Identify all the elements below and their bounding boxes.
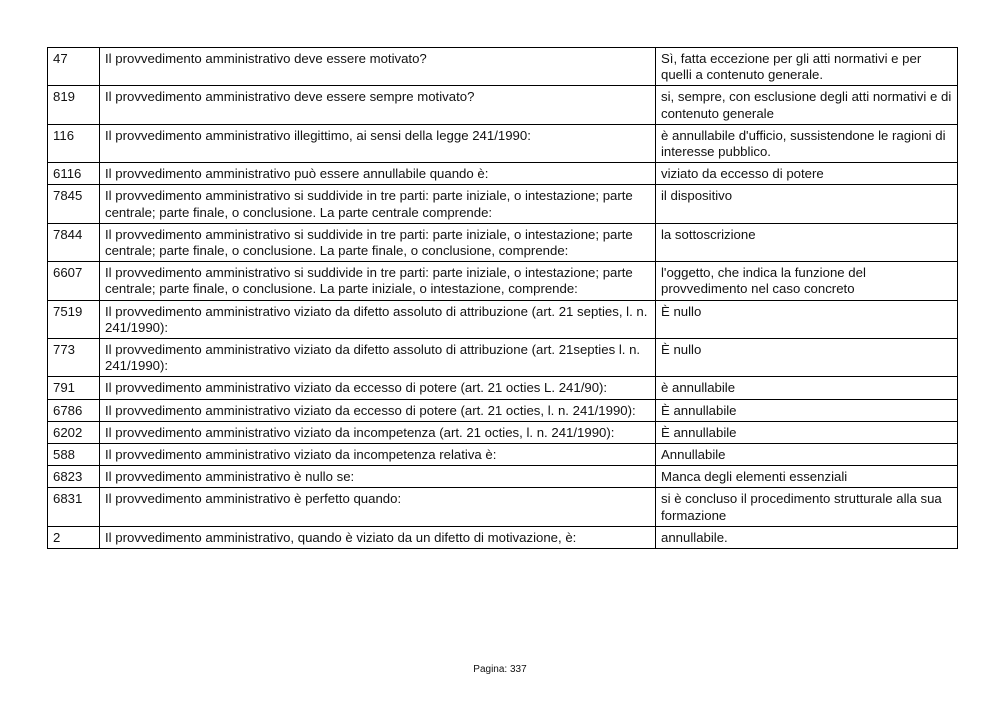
row-answer: annullabile. — [656, 526, 958, 548]
row-id: 588 — [48, 444, 100, 466]
row-answer: viziato da eccesso di potere — [656, 163, 958, 185]
row-question: Il provvedimento amministrativo si suddivide in tre parti: parte iniziale, o intestazione; parte centrale; parte finale, o conclusione. La parte finale, o conclusione, comprende: — [100, 223, 656, 261]
row-id: 773 — [48, 339, 100, 377]
table-row — [48, 339, 958, 377]
table-row — [48, 48, 958, 86]
row-id: 6831 — [48, 488, 100, 526]
row-question: Il provvedimento amministrativo deve essere motivato? — [100, 48, 656, 86]
row-answer: Sì, fatta eccezione per gli atti normativi e per quelli a contenuto generale. — [656, 48, 958, 86]
row-question: Il provvedimento amministrativo viziato da incompetenza (art. 21 octies, l. n. 241/1990): — [100, 421, 656, 443]
row-id: 7845 — [48, 185, 100, 223]
row-id: 7844 — [48, 223, 100, 261]
row-answer: è annullabile — [656, 377, 958, 399]
row-question: Il provvedimento amministrativo deve essere sempre motivato? — [100, 86, 656, 124]
table-row — [48, 86, 958, 124]
row-id: 6202 — [48, 421, 100, 443]
row-question: Il provvedimento amministrativo si suddivide in tre parti: parte iniziale, o intestazione; parte centrale; parte finale, o conclusione. La parte centrale comprende: — [100, 185, 656, 223]
row-id: 47 — [48, 48, 100, 86]
table-row — [48, 124, 958, 162]
table-row — [48, 377, 958, 399]
table-row — [48, 421, 958, 443]
qa-table — [47, 47, 958, 549]
row-id: 6823 — [48, 466, 100, 488]
row-answer: la sottoscrizione — [656, 223, 958, 261]
row-question: Il provvedimento amministrativo viziato da difetto assoluto di attribuzione (art. 21septies l. n. 241/1990): — [100, 339, 656, 377]
row-answer: È annullabile — [656, 399, 958, 421]
row-question: Il provvedimento amministrativo è nullo se: — [100, 466, 656, 488]
row-answer: il dispositivo — [656, 185, 958, 223]
row-question: Il provvedimento amministrativo viziato da eccesso di potere (art. 21 octies, l. n. 241/1990): — [100, 399, 656, 421]
row-question: Il provvedimento amministrativo può essere annullabile quando è: — [100, 163, 656, 185]
row-answer: si è concluso il procedimento strutturale alla sua formazione — [656, 488, 958, 526]
row-answer: è annullabile d'ufficio, sussistendone le ragioni di interesse pubblico. — [656, 124, 958, 162]
row-question: Il provvedimento amministrativo viziato da incompetenza relativa è: — [100, 444, 656, 466]
table-row — [48, 466, 958, 488]
row-question: Il provvedimento amministrativo è perfetto quando: — [100, 488, 656, 526]
table-row — [48, 262, 958, 300]
table-row — [48, 163, 958, 185]
row-id: 116 — [48, 124, 100, 162]
row-id: 2 — [48, 526, 100, 548]
table-row — [48, 185, 958, 223]
qa-table-body — [48, 48, 958, 549]
row-question: Il provvedimento amministrativo illegittimo, ai sensi della legge 241/1990: — [100, 124, 656, 162]
row-answer: Manca degli elementi essenziali — [656, 466, 958, 488]
row-question: Il provvedimento amministrativo viziato da difetto assoluto di attribuzione (art. 21 septies, l. n. 241/1990): — [100, 300, 656, 338]
table-row — [48, 223, 958, 261]
row-question: Il provvedimento amministrativo, quando è viziato da un difetto di motivazione, è: — [100, 526, 656, 548]
row-id: 819 — [48, 86, 100, 124]
row-id: 7519 — [48, 300, 100, 338]
table-row — [48, 526, 958, 548]
row-question: Il provvedimento amministrativo viziato da eccesso di potere (art. 21 octies L. 241/90): — [100, 377, 656, 399]
row-answer: È nullo — [656, 339, 958, 377]
row-answer: È nullo — [656, 300, 958, 338]
table-row — [48, 300, 958, 338]
row-answer: Annullabile — [656, 444, 958, 466]
row-answer: l'oggetto, che indica la funzione del provvedimento nel caso concreto — [656, 262, 958, 300]
table-row — [48, 399, 958, 421]
row-id: 791 — [48, 377, 100, 399]
row-answer: È annullabile — [656, 421, 958, 443]
page-number: Pagina: 337 — [473, 664, 527, 675]
row-question: Il provvedimento amministrativo si suddivide in tre parti: parte iniziale, o intestazione; parte centrale; parte finale, o conclusione. La parte iniziale, o intestazione, comprende: — [100, 262, 656, 300]
row-id: 6786 — [48, 399, 100, 421]
table-row — [48, 488, 958, 526]
table-row — [48, 444, 958, 466]
row-id: 6116 — [48, 163, 100, 185]
row-answer: si, sempre, con esclusione degli atti normativi e di contenuto generale — [656, 86, 958, 124]
row-id: 6607 — [48, 262, 100, 300]
